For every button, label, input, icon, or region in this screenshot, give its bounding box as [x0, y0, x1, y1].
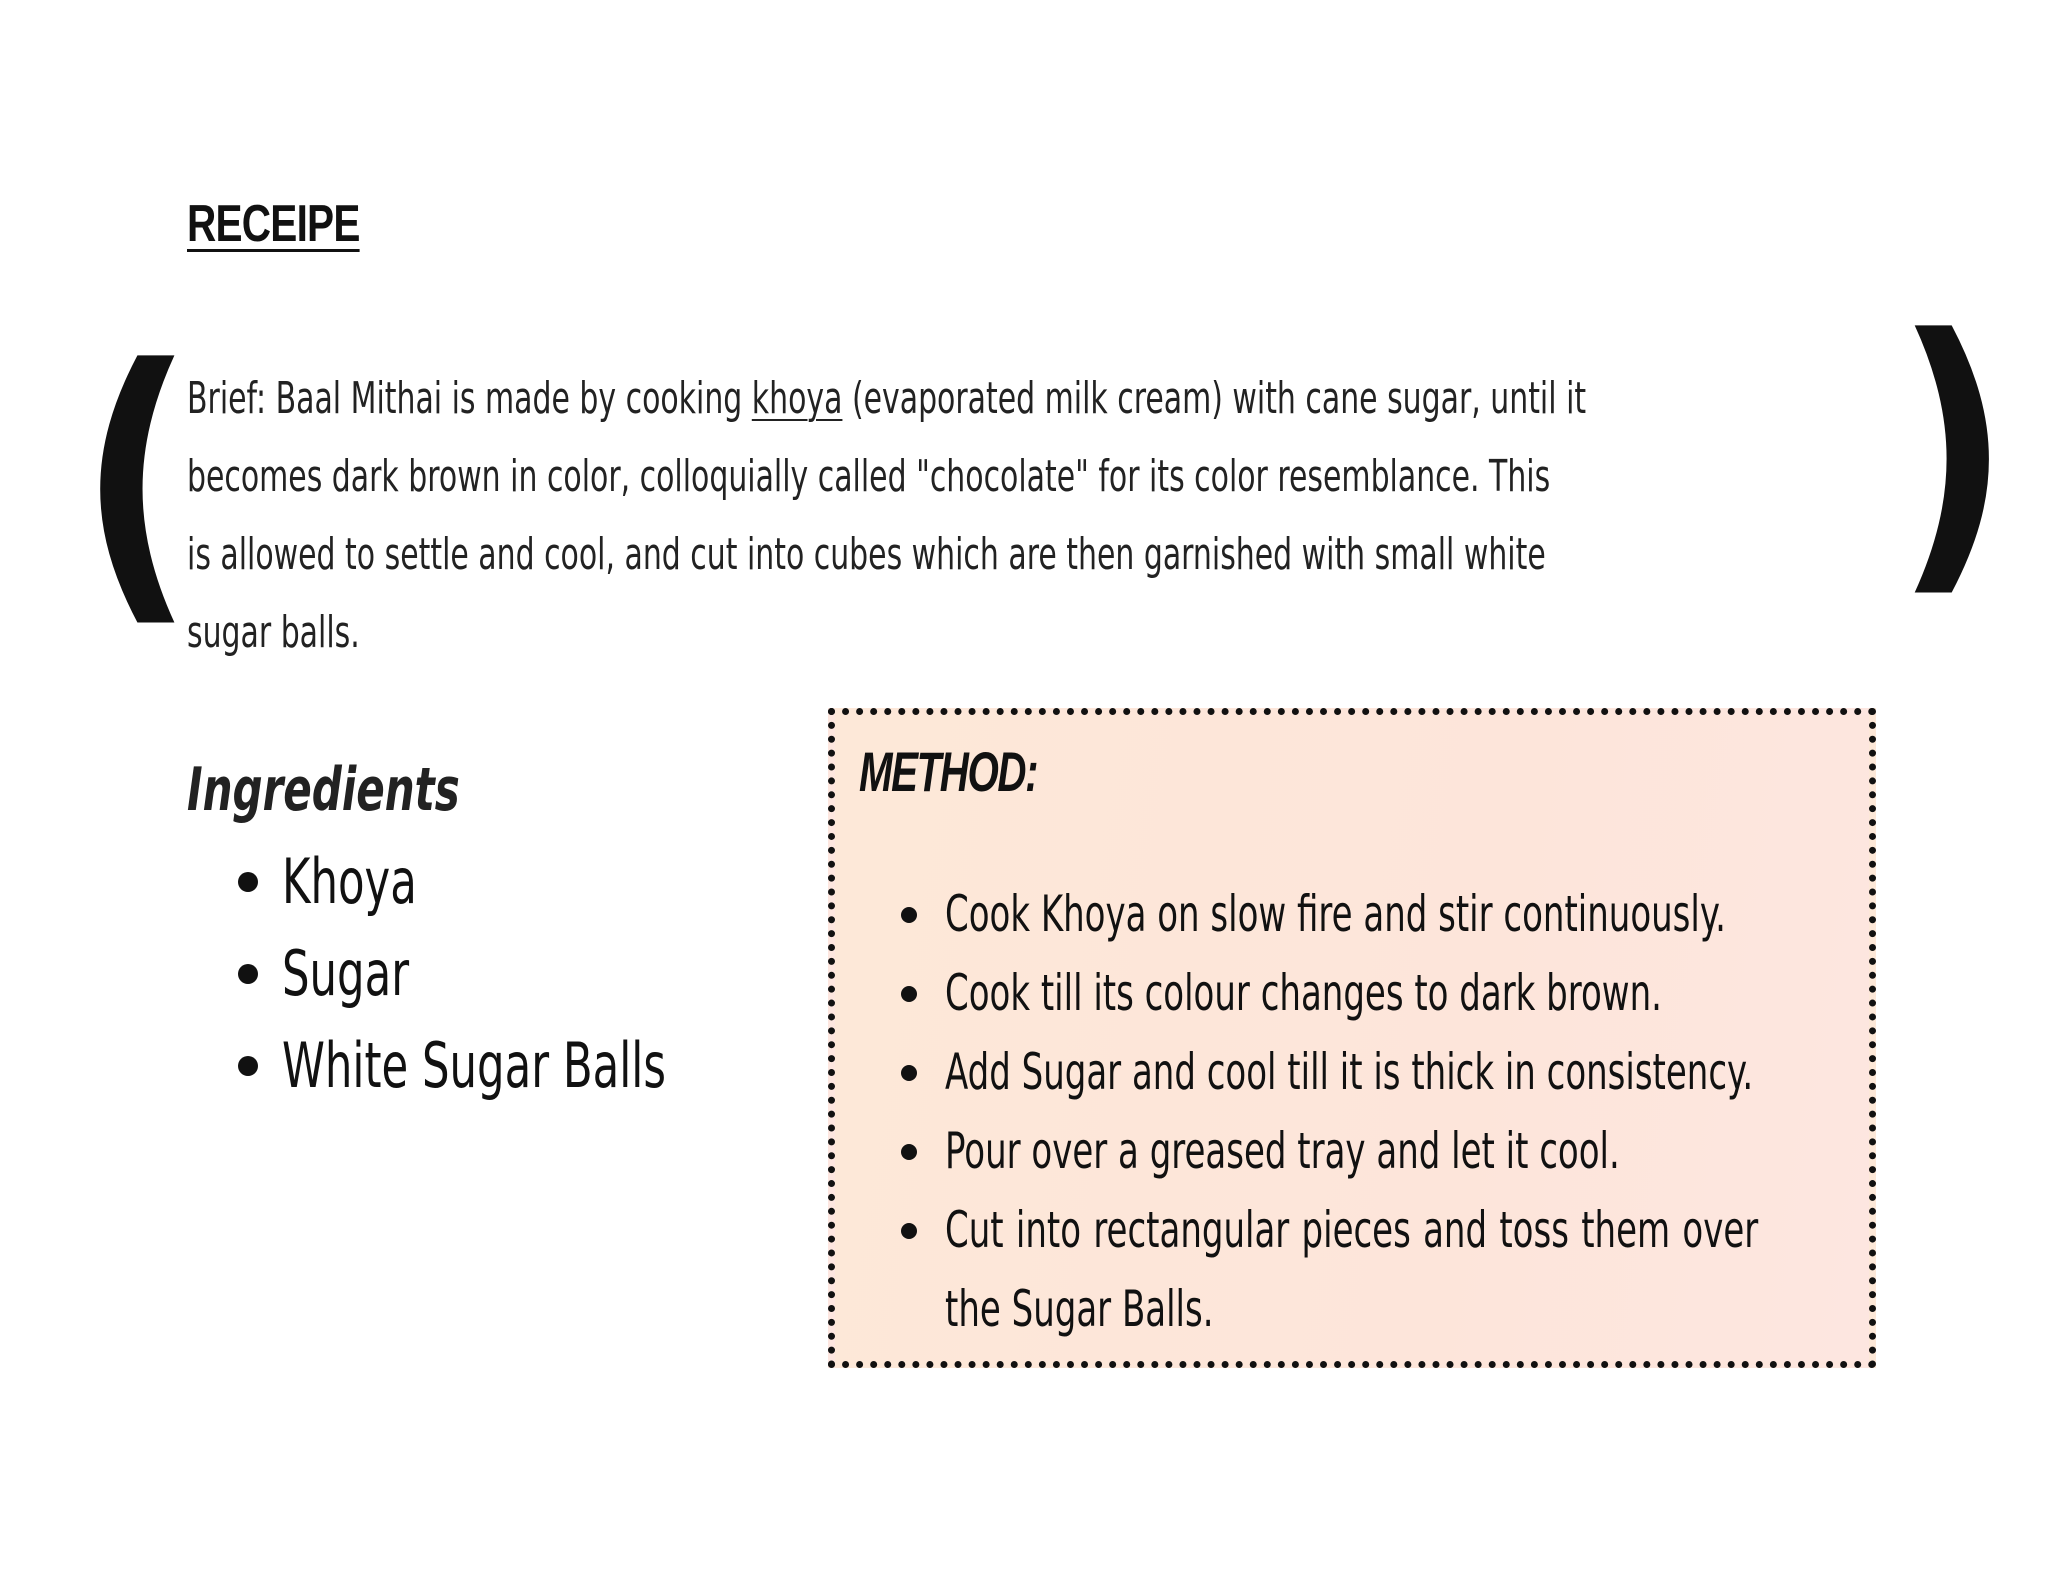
bullet-icon [238, 872, 258, 892]
page-title: RECEIPE [187, 195, 360, 253]
list-item: Cut into rectangular pieces and toss them over the Sugar Balls. [901, 1191, 1851, 1349]
method-list [901, 875, 1851, 1349]
bullet-icon [901, 1144, 917, 1160]
method-box [828, 708, 1876, 1368]
ingredients-title: Ingredients [187, 755, 460, 825]
brief-paragraph [187, 360, 1859, 672]
bullet-icon [238, 964, 258, 984]
bullet-icon [238, 1056, 258, 1076]
step-5-continuation: the Sugar Balls. [945, 1280, 1214, 1338]
list-item: Cook till its colour changes to dark brown. [901, 954, 1851, 1033]
list-item: White Sugar Balls [230, 1024, 830, 1116]
bullet-icon [901, 1065, 917, 1081]
brief-line-4: sugar balls. [187, 607, 360, 658]
list-item: Add Sugar and cool till it is thick in consistency. [901, 1033, 1851, 1112]
left-parenthesis-decoration: ( [78, 305, 195, 654]
list-item: Pour over a greased tray and let it cool. [901, 1112, 1851, 1191]
brief-line-1: Brief: Baal Mithai is made by cooking khoya (evaporated milk cream) with cane sugar, until it [187, 373, 1587, 424]
bullet-icon [901, 986, 917, 1002]
right-parenthesis-decoration: ) [1894, 275, 2011, 624]
ingredients-list [230, 840, 830, 1116]
brief-line-3: is allowed to settle and cool, and cut into cubes which are then garnished with small white [187, 529, 1546, 580]
list-item: Cook Khoya on slow fire and stir continuously. [901, 875, 1851, 954]
list-item: Khoya [230, 840, 830, 932]
list-item: Sugar [230, 932, 830, 1024]
method-title: METHOD: [859, 740, 1038, 803]
bullet-icon [901, 1223, 917, 1239]
brief-line-2: becomes dark brown in color, colloquially called "chocolate" for its color resemblance. This [187, 451, 1551, 502]
khoya-link[interactable]: khoya [751, 373, 843, 424]
bullet-icon [901, 907, 917, 923]
